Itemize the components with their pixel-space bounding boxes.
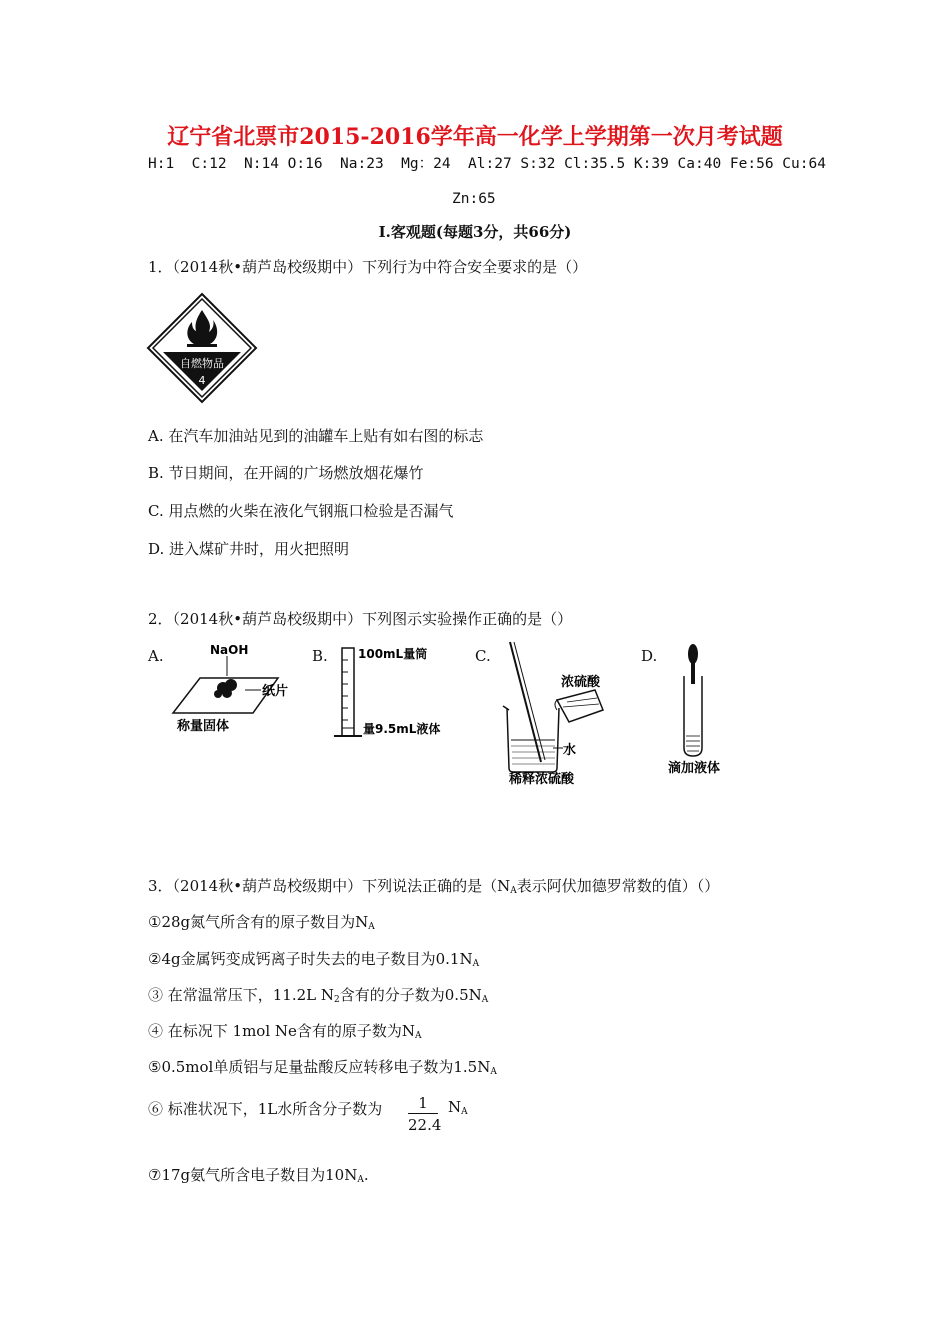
- q2-figure-a-weighing: [165, 638, 305, 738]
- q2-figure-c-dilution: [495, 640, 625, 785]
- q3-stem: [148, 875, 719, 896]
- q3-item-6-tail: $N_A$: [448, 1098, 468, 1117]
- q1-option-b: B. 节日期间，在开阔的广场燃放烟花爆竹: [148, 464, 424, 482]
- q3-item-3: ③ 在常温常压下，11.2L $N_2$含有的分子数为$0.5N_A$: [148, 986, 489, 1005]
- fraction-denominator: 22.4: [408, 1116, 442, 1134]
- fraction-numerator: 1: [408, 1094, 438, 1114]
- fig-c-caption: 稀释浓硫酸: [509, 772, 575, 785]
- fig-b-cylinder-label: 100mL量筒: [358, 647, 428, 661]
- q2-fig-c-letter: C.: [475, 647, 491, 665]
- q3-stem-main: 3．（2014秋•葫芦岛校级期中）下列说法正确的是（N: [148, 877, 511, 895]
- q3-item-4: ④ 在标况下 1mol Ne含有的原子数为$N_A$: [148, 1022, 422, 1041]
- q3-stem-sub: A: [510, 886, 517, 896]
- q2-fig-b-letter: B.: [312, 647, 328, 665]
- fig-a-naoh-label: NaOH: [210, 643, 249, 657]
- section-title: Ⅰ.客观题(每题3分，共66分): [378, 223, 572, 241]
- q3-item-1: ①28g氮气所含有的原子数目为$N_A$: [148, 913, 375, 932]
- q2-fig-d-letter: D.: [641, 647, 658, 665]
- fig-b-caption: 量9.5mL液体: [363, 722, 441, 736]
- q1-option-c: C. 用点燃的火柴在液化气钢瓶口检验是否漏气: [148, 502, 454, 520]
- q1-stem: 1．（2014秋•葫芦岛校级期中）下列行为中符合安全要求的是（）: [148, 258, 588, 276]
- q1-option-a: A. 在汽车加油站见到的油罐车上贴有如右图的标志: [148, 427, 484, 445]
- q3-item-7: ⑦17g氨气所含电子数目为$10N_A$.: [148, 1166, 369, 1185]
- fig-a-paper-label: 纸片: [262, 684, 289, 699]
- fig-d-caption: 滴加液体: [668, 761, 721, 776]
- q2-figure-d-dropper: [660, 640, 750, 780]
- q3-item-5: ⑤0.5mol单质铝与足量盐酸反应转移电子数为$1.5N_A$: [148, 1058, 497, 1077]
- q1-option-d: D. 进入煤矿井时，用火把照明: [148, 540, 350, 558]
- q3-item-6: ⑥ 标准状况下，1L水所含分子数为: [148, 1100, 383, 1118]
- q3-item-2: ②4g金属钙变成钙离子时失去的电子数目为$0.1N_A$: [148, 950, 480, 969]
- spontaneous-combustion-sign: [146, 292, 258, 404]
- atomic-masses-line1: H:1 C:12 N:14 O:16 Na:23 Mg：24 Al:27 S:32 Cl:35.5 K:39 Ca:40 Fe:56 Cu:64: [148, 156, 826, 172]
- q2-figure-b-cylinder: [330, 640, 450, 745]
- fig-a-caption: 称量固体: [177, 719, 230, 734]
- fig-c-acid-label: 浓硫酸: [561, 675, 601, 690]
- q2-fig-a-letter: A.: [148, 647, 164, 665]
- q3-stem-tail: 表示阿伏加德罗常数的值）（）: [516, 877, 720, 895]
- document-title: 辽宁省北票市2015-2016学年高一化学上学期第一次月考试题: [167, 124, 783, 150]
- atomic-masses-line2: Zn:65: [452, 191, 496, 207]
- fig-c-water-label: 水: [563, 743, 577, 758]
- sign-label: 自燃物品: [180, 357, 224, 370]
- sign-number: 4: [198, 374, 206, 387]
- q3-item-6-fraction: [408, 1094, 442, 1134]
- q2-stem: 2．（2014秋•葫芦岛校级期中）下列图示实验操作正确的是（）: [148, 610, 573, 628]
